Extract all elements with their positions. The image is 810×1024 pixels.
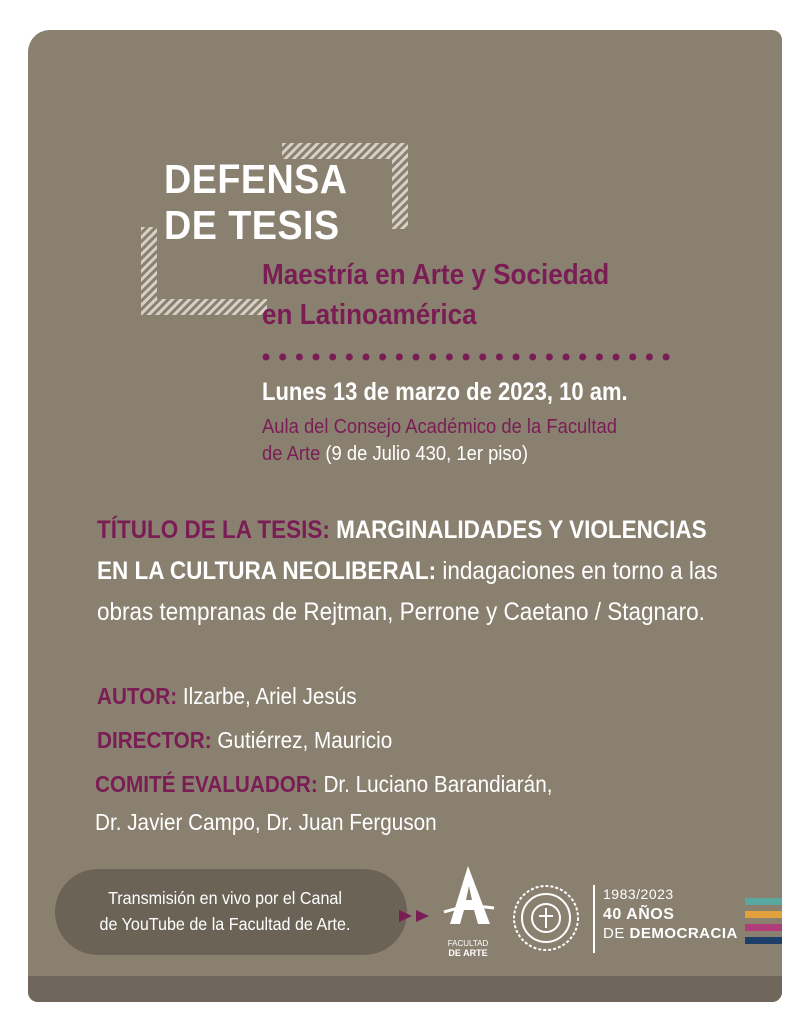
faculty-logo-icon <box>438 864 498 934</box>
stream-line-1: Transmisión en vivo por el Canal <box>108 888 342 908</box>
venue-line-1: Aula del Consejo Académico de la Facultad <box>262 416 617 438</box>
thesis-label: TÍTULO DE LA TESIS: <box>97 516 330 544</box>
divider-dot <box>429 354 436 361</box>
faculty-logo-line-2: DE ARTE <box>448 948 488 958</box>
faculty-logo <box>438 864 498 956</box>
committee-line-1: Dr. Luciano Barandiarán, <box>323 771 553 797</box>
color-stripes-icon <box>745 898 782 950</box>
anniversary-40: 40 AÑOS <box>603 906 675 923</box>
divider-dot <box>646 354 653 361</box>
author-value: Ilzarbe, Ariel Jesús <box>182 683 357 709</box>
thesis-title-bold: MARGINALIDADES Y VIOLENCIAS EN LA CULTURA NEOLIBERAL: <box>97 516 707 585</box>
divider-dot <box>513 354 520 361</box>
divider-dot <box>579 354 586 361</box>
thesis-title-rest: indagaciones en torno a las obras tempranas de Rejtman, Perrone y Caetano / Stagnaro. <box>97 557 718 626</box>
divider-dot <box>379 354 386 361</box>
venue-line-2 <box>262 441 617 468</box>
committee-label: COMITÉ EVALUADOR: <box>95 771 318 797</box>
divider-dot <box>463 354 470 361</box>
divider-dot <box>629 354 636 361</box>
divider-dot <box>263 354 270 361</box>
author-label: AUTOR: <box>97 683 178 709</box>
stream-notice <box>55 869 407 955</box>
divider-dot <box>663 354 670 361</box>
divider-dot <box>363 354 370 361</box>
stripe-3 <box>745 924 782 931</box>
venue-name-end: de Arte <box>262 443 321 465</box>
anniversary-badge <box>603 886 738 942</box>
director-row <box>97 720 392 760</box>
thesis-block <box>97 510 718 633</box>
author-row <box>97 676 357 716</box>
divider-dot <box>346 354 353 361</box>
bottom-band <box>28 976 782 1002</box>
play-arrows-icon <box>399 908 435 924</box>
divider-dot <box>596 354 603 361</box>
divider-dot <box>329 354 336 361</box>
program-line-1: Maestría en Arte y Sociedad <box>262 259 610 291</box>
divider-dot <box>479 354 486 361</box>
divider-dot <box>279 354 286 361</box>
committee-row-2 <box>95 802 437 842</box>
divider-dot <box>613 354 620 361</box>
director-label: DIRECTOR: <box>97 727 212 753</box>
anniversary-de: DE <box>603 925 630 942</box>
venue-address: (9 de Julio 430, 1er piso) <box>320 443 528 465</box>
anniversary-dem-word: DEMOCRACIA <box>629 925 738 942</box>
stripe-2 <box>745 911 782 918</box>
divider-dot <box>413 354 420 361</box>
anniversary-democracia <box>603 925 738 942</box>
program-name <box>262 255 609 335</box>
dotted-divider-icon <box>262 352 670 362</box>
title-line-1: DEFENSA <box>164 156 348 202</box>
logo-divider <box>593 885 595 953</box>
stream-text <box>87 885 363 937</box>
divider-dot <box>529 354 536 361</box>
program-line-2: en Latinoamérica <box>262 299 477 331</box>
divider-dot <box>563 354 570 361</box>
divider-dot <box>446 354 453 361</box>
divider-dot <box>496 354 503 361</box>
divider-dot <box>296 354 303 361</box>
director-value: Gutiérrez, Mauricio <box>217 727 393 753</box>
title-line-2: DE TESIS <box>164 202 340 248</box>
anniversary-years: 1983/2023 <box>603 886 674 902</box>
stream-line-2: de YouTube de la Facultad de Arte. <box>99 914 351 934</box>
page-title <box>164 156 347 248</box>
stripe-1 <box>745 898 782 905</box>
stripe-4 <box>745 937 782 944</box>
divider-dot <box>546 354 553 361</box>
event-venue <box>262 414 617 468</box>
divider-dot <box>313 354 320 361</box>
committee-line-2: Dr. Javier Campo, Dr. Juan Ferguson <box>95 809 437 835</box>
faculty-logo-line-1: FACULTAD <box>447 939 489 948</box>
committee-row <box>95 764 552 804</box>
event-date: Lunes 13 de marzo de 2023, 10 am. <box>262 378 628 406</box>
divider-dot <box>396 354 403 361</box>
university-seal-icon <box>511 883 581 953</box>
